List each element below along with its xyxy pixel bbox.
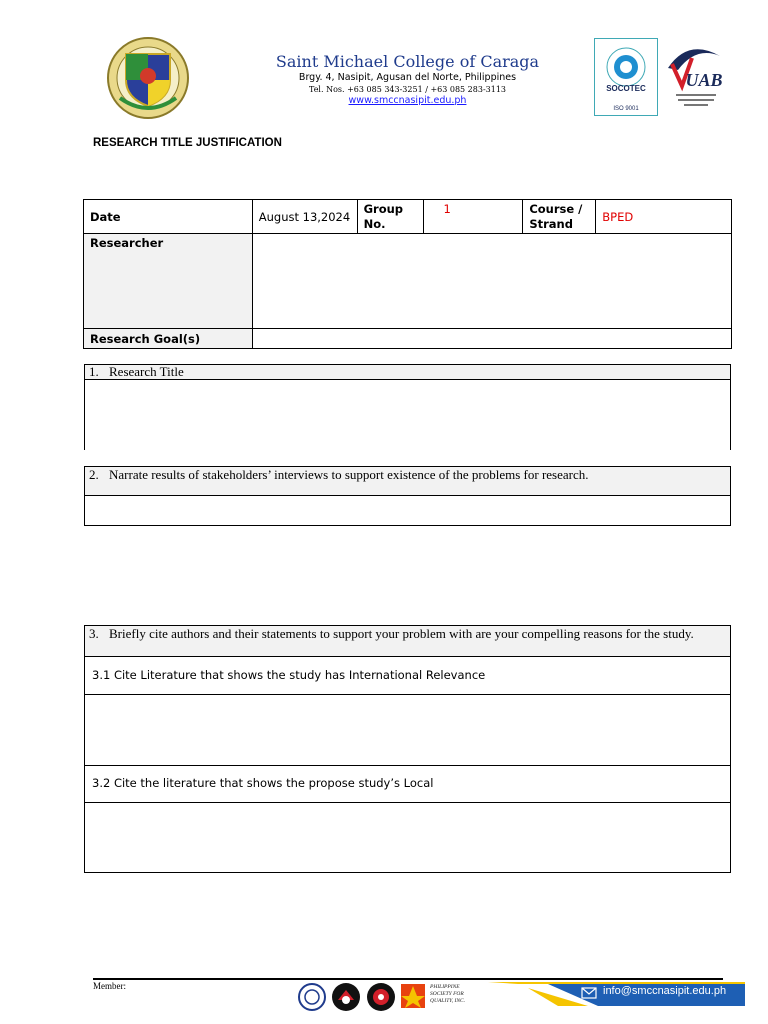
date-label: Date xyxy=(84,200,253,234)
local-relevance-field[interactable] xyxy=(84,803,731,873)
course-value[interactable]: BPED xyxy=(596,200,732,234)
research-title-field[interactable] xyxy=(84,380,731,450)
partner-logo-1-icon xyxy=(299,984,325,1010)
research-goal-field[interactable] xyxy=(252,329,731,349)
section-cite-authors xyxy=(84,625,731,873)
school-seal-logo xyxy=(106,36,190,120)
international-relevance-field[interactable] xyxy=(84,695,731,766)
research-info-table xyxy=(83,199,732,349)
contact-email-link[interactable]: info@smccnasipit.edu.ph xyxy=(603,985,727,997)
school-address: Brgy. 4, Nasipit, Agusan del Norte, Philippines xyxy=(298,72,517,83)
section-3-1-prompt: 3.1 Cite Literature that shows the study has International Relevance xyxy=(84,657,731,695)
partner-logos xyxy=(297,982,427,1012)
partner-logo-2-icon xyxy=(332,983,360,1011)
researcher-label: Researcher xyxy=(84,234,253,329)
school-name: Saint Michael College of Caraga xyxy=(275,52,540,71)
section-1-header xyxy=(84,364,731,380)
researcher-field[interactable] xyxy=(252,234,731,329)
school-website-link[interactable]: www.smccnasipit.edu.ph xyxy=(348,95,467,106)
section-3-2-prompt: 3.2 Cite the literature that shows the propose study’s Local xyxy=(84,766,731,803)
section-research-title xyxy=(84,364,731,450)
partner-logo-3-icon xyxy=(367,983,395,1011)
stakeholder-interviews-field[interactable] xyxy=(84,496,731,526)
section-3-header xyxy=(84,625,731,657)
section-2-number: 2. xyxy=(89,467,99,482)
school-header xyxy=(270,52,545,107)
document-title: RESEARCH TITLE JUSTIFICATION xyxy=(93,137,282,149)
group-value[interactable]: 1 xyxy=(423,200,523,234)
section-3-title: Briefly cite authors and their statements to support your problem with are your compelling reasons for the study. xyxy=(109,626,694,641)
course-label: Course / Strand xyxy=(523,200,596,234)
date-value[interactable]: August 13,2024 xyxy=(252,200,357,234)
iso-brand-text: SOCOTEC xyxy=(606,84,646,93)
section-1-number: 1. xyxy=(89,364,99,379)
group-label: Group No. xyxy=(357,200,423,234)
section-2-title: Narrate results of stakeholders’ interviews to support existence of the problems for research. xyxy=(109,467,589,482)
school-telephone: Tel. Nos. +63 085 343-3251 / +63 085 283-3113 xyxy=(308,85,507,94)
section-2-header xyxy=(84,466,731,496)
pspq-text: PHILIPPINE SOCIETY FOR QUALITY, INC. xyxy=(430,984,466,1004)
socotec-iso-badge xyxy=(594,38,658,116)
pspq-logo-icon xyxy=(401,984,425,1008)
uab-accreditation-logo xyxy=(664,42,722,110)
uab-mark-text: UAB xyxy=(685,70,722,90)
iso-cert-text: ISO 9001 xyxy=(613,106,639,112)
section-stakeholder-interviews xyxy=(84,466,731,526)
member-label: Member: xyxy=(93,981,126,991)
research-goal-label: Research Goal(s) xyxy=(84,329,253,349)
section-1-title: Research Title xyxy=(109,364,184,379)
section-3-number: 3. xyxy=(89,626,99,641)
